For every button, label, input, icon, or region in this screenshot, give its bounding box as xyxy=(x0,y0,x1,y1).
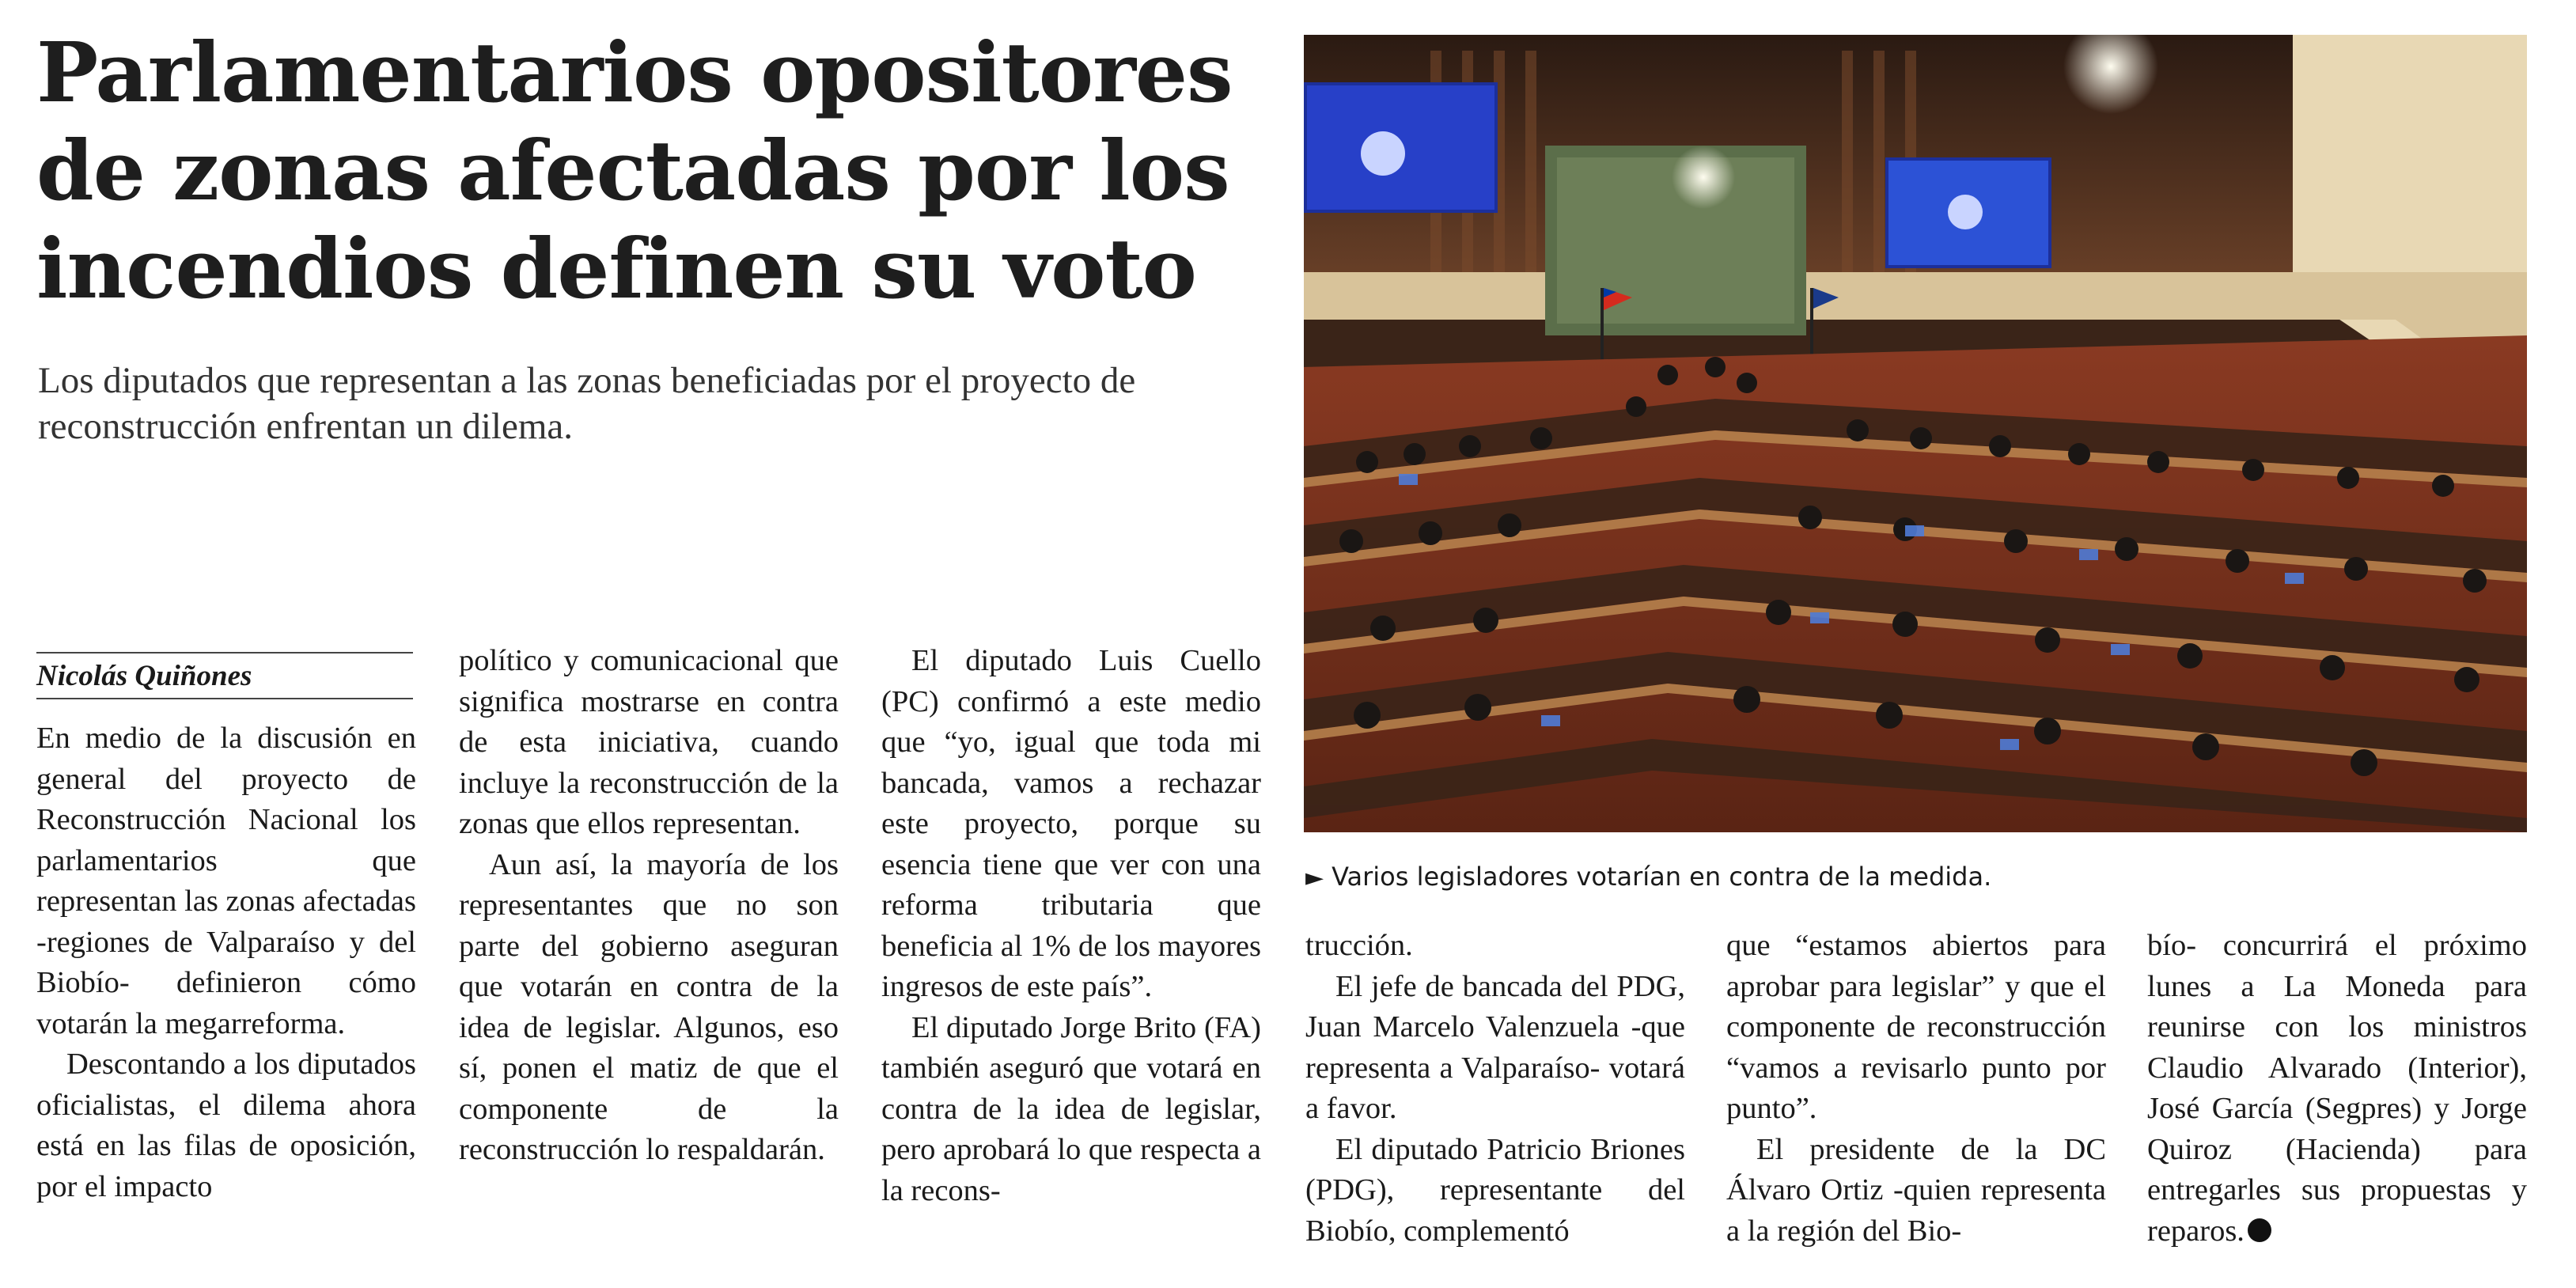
paragraph: El jefe de bancada del PDG, Juan Marcelo Valenzuela -que representa a Valparaíso- votará a favor. xyxy=(1305,969,1685,1125)
paragraph: político y comunicacional que significa mostrarse en contra de esta iniciativa, cuando incluye la reconstrucción de la zonas que ellos representan. xyxy=(459,644,839,840)
paragraph: El diputado Luis Cuello (PC) confirmó a este medio que “yo, igual que toda mi bancada, vamos a rechazar este proyecto, porque su esencia tiene que ver con una reforma tributaria que beneficia al 1% de los mayores ingresos de este país”. xyxy=(881,644,1261,1003)
end-mark-icon xyxy=(2248,1218,2271,1242)
deck: Los diputados que representan a las zonas beneficiadas por el proyecto de reconstrucción enfrentan un dilema. xyxy=(38,360,1136,447)
headline: Parlamentarios opositores de zonas afectadas por los incendios definen su voto xyxy=(36,24,1233,317)
paragraph: trucción. xyxy=(1305,929,1413,962)
paragraph: El diputado Jorge Brito (FA) también aseguró que votará en contra de la idea de legislar, pero aprobará lo que respecta a la recons- xyxy=(881,1010,1261,1207)
caption-text: Varios legisladores votarían en contra de la medida. xyxy=(1332,862,1992,892)
body-column-4 xyxy=(1305,926,1685,1252)
byline: Nicolás Quiñones xyxy=(36,660,252,692)
body-column-2 xyxy=(459,641,839,1171)
paragraph: Aun así, la mayoría de los representantes que no son parte del gobierno aseguran que votarán en contra de la idea de legislar. Algunos, eso sí, ponen el matiz de que el componente de la reconstrucción lo respaldarán. xyxy=(459,847,839,1166)
body-column-6 xyxy=(2147,926,2527,1252)
body-column-1 xyxy=(36,718,416,1207)
body-column-5 xyxy=(1726,926,2106,1252)
paragraph: Descontando a los diputados oficialistas, el dilema ahora está en las filas de oposición, por el impacto xyxy=(36,1047,416,1203)
final-text: bío- concurrirá el próximo lunes a La Moneda para reunirse con los ministros Claudio Alvarado (Interior), José García (Segpres) y Jorge Quiroz (Hacienda) para entregarles sus propuestas y reparos. xyxy=(2147,929,2527,1248)
byline-rule-bottom xyxy=(36,698,413,699)
caption-arrow-icon: ► xyxy=(1305,864,1324,892)
paragraph: El diputado Patricio Briones (PDG), representante del Biobío, complementó xyxy=(1305,1132,1685,1248)
paragraph: que “estamos abiertos para aprobar para legislar” y que el componente de reconstrucción “vamos a revisarlo punto por punto”. xyxy=(1726,929,2106,1125)
byline-rule-top xyxy=(36,652,413,653)
chamber-photo-drawing xyxy=(1304,35,2527,832)
paragraph: En medio de la discusión en general del proyecto de Reconstrucción Nacional los parlamentarios que representan las zonas afectadas -regiones de Valparaíso y del Biobío- definieron cómo votarán la megarreforma. xyxy=(36,722,416,1040)
chamber-photo xyxy=(1304,35,2527,832)
photo-caption xyxy=(1305,861,2524,894)
body-column-3 xyxy=(881,641,1261,1211)
paragraph-final xyxy=(2147,926,2527,1252)
paragraph: El presidente de la DC Álvaro Ortiz -quien representa a la región del Bio- xyxy=(1726,1132,2106,1248)
